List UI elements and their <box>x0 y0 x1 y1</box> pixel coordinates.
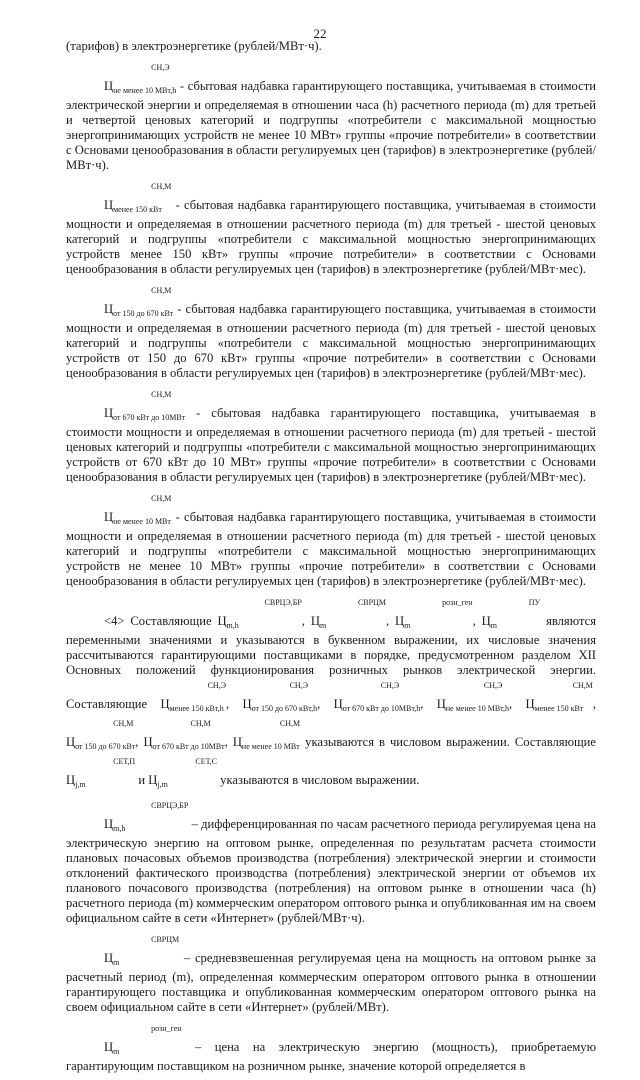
formula-symbol: $Ц^{СЕТ,П}$ $_{j,m}$ <box>66 757 136 789</box>
body-text <box>66 39 596 1080</box>
formula-symbol: $Ц^{СН,М}$ $_{от 670 кВт до 10МВт}$ <box>104 390 186 422</box>
formula-symbol: $Ц^{СН,М}$ $_{не менее 10 МВт}$ <box>104 494 172 526</box>
formula-symbol: $Ц^{СН,М}$ $_{от 150 до 670 кВт}$ <box>66 719 136 751</box>
formula-symbol: $Ц^{СЕТ,С}$ $_{j,m}$ <box>148 757 218 789</box>
formula-symbol: $Ц^{СН,Э}$ $_{от 150 до 670 кВт,h}$ <box>242 681 318 713</box>
formula-symbol: $Ц^{СН,Э}$ $_{менее 150 кВт,h}$ <box>160 681 226 713</box>
paragraph-7: $Ц^{СВРЦЭ,БР}$ $_{m,h}$ – дифференцированная по часам расчетного периода регулируемая цена на электрическую энергию на оптовом рынке, определенная по результатам расчета стоимости плановых почасовых объемов производства (потребления) электрической энергии и стоимости отклонений фактического производства (потребления) электрической энергии от объемов их планового почасового производства (потребления) на оптовом рынке в отношении часа (h) расчетного периода (m) коммерческим оператором оптового рынка и опубликованная им на своем официальном сайте в сети «Интернет» (рублей/МВт·ч). <box>66 801 596 925</box>
paragraph-9: $Ц^{розн\_ген}$ $_m$ – цена на электрическую энергию (мощность), приобретаемую гарантирующим поставщиком на розничном рынке, значение которой определяется в <box>66 1024 596 1073</box>
paragraph-6: <4> Составляющие $Ц^{СВРЦЭ,БР}$ $_{m,h}$ , $Ц^{СВРЦМ}$ $_m$ , $Ц^{розн\_ген}$ $_m$ , $Ц^{ПУ}$ $_m$ являются переменными значениями и указываются в буквенном выражении, их числовые значения рассчитываются гарантирующими поставщиками в порядке, предусмотренном разделом XII Основных положений функционирования розничных рынков электрической энергии. Составляющие $Ц^{СН,Э}$ $_{менее 150 кВт,h}$ , $Ц^{СН,Э}$ $_{от 150 до 670 кВт,h}$, $Ц^{СН,Э}$ $_{от 670 кВт до 10МВт,h}$, $Ц^{СН,Э}$ $_{не менее 10 МВт,h}$, $Ц^{СН,М}$ $_{менее 150 кВт}$ , $Ц^{СН,М}$ $_{от 150 до 670 кВт}$, $Ц^{СН,М}$ $_{от 670 кВт до 10МВт}$, $Ц^{СН,М}$ $_{не менее 10 МВт}$ указываются в числовом выражении. Составляющие $Ц^{СЕТ,П}$ $_{j,m}$ и $Ц^{СЕТ,С}$ $_{j,m}$ указываются в числовом выражении. <box>66 598 597 789</box>
formula-symbol: $Ц^{ПУ}$ $_m$ <box>481 598 541 630</box>
formula-symbol: $Ц^{СН,М}$ $_{от 670 кВт до 10МВт}$ <box>143 719 225 751</box>
formula-symbol: $Ц^{СН,Э}$ $_{от 670 кВт до 10МВт,h}$ <box>333 681 421 713</box>
paragraph-4: $Ц^{СН,М}$ $_{от 670 кВт до 10МВт}$ - сбытовая надбавка гарантирующего поставщика, учитываемая в стоимости мощности и определяемая в отношении расчетного периода (m) для третьей - шестой ценовых категорий и подгруппы «потребители с максимальной мощностью энергопринимающих устройств от 670 кВт до 10 МВт» группы «прочие потребители» в соответствии с Основами ценообразования в области регулируемых цен (тарифов) в электроэнергетике (рублей/МВт·мес). <box>66 390 596 484</box>
paragraph-3: $Ц^{СН,М}$ $_{от 150 до 670 кВт}$ - сбытовая надбавка гарантирующего поставщика, учитываемая в стоимости мощности и определяемая в отношении расчетного периода (m) для третьей - шестой ценовых категорий и подгруппы «потребители с максимальной мощностью энергопринимающих устройств от 150 до 670 кВт» группы «прочие потребители» в соответствии с Основами ценообразования в области регулируемых цен (тарифов) в электроэнергетике (рублей/МВт·мес). <box>66 286 596 380</box>
formula-symbol: $Ц^{СН,М}$ $_{от 150 до 670 кВт}$ <box>104 286 174 318</box>
formula-symbol: $Ц^{СН,М}$ $_{не менее 10 МВт}$ <box>232 719 301 751</box>
paragraph-1: $Ц^{СН,Э}$ $_{не менее 10 МВт,h}$ - сбытовая надбавка гарантирующего поставщика, учитываемая в стоимости электрической энергии и определяемая в отношении часа (h) расчетного периода (m) для третьей и четвертой ценовых категорий и подгруппы «потребители с максимальной мощностью энергопринимающих устройств не менее 10 МВт» группы «прочие потребители» в соответствии с Основами ценообразования в области регулируемых цен (тарифов) в электроэнергетике (рублей/МВт·ч). <box>66 63 596 172</box>
formula-symbol: $Ц^{СВРЦЭ,БР}$ $_{m,h}$ <box>217 598 302 630</box>
paragraph-2: $Ц^{СН,М}$ $_{менее 150 кВт}$ - сбытовая надбавка гарантирующего поставщика, учитываемая в стоимости мощности и определяемая в отношении расчетного периода (m) для третьей - шестой ценовых категорий и подгруппы «потребители с максимальной мощностью энергопринимающих устройств менее 150 кВт» группы «прочие потребители» в соответствии с Основами ценообразования в области регулируемых цен (тарифов) в электроэнергетике (рублей/МВт·мес). <box>66 182 596 276</box>
formula-symbol: $Ц^{розн\_ген}$ $_m$ <box>104 1024 182 1056</box>
formula-symbol: $Ц^{СВРЦМ}$ $_m$ <box>310 598 386 630</box>
page-number: 22 <box>313 26 327 41</box>
formula-symbol-list: $Ц^{СН,Э}$ $_{менее 150 кВт,h}$ , $Ц^{СН,Э}$ $_{от 150 до 670 кВт,h}$, $Ц^{СН,Э}$ $_{от 670 кВт до 10МВт,h}$, $Ц^{СН,Э}$ $_{не менее 10 МВт,h}$, $Ц^{СН,М}$ $_{менее 150 кВт}$ , $Ц^{СН,М}$ $_{от 150 до 670 кВт}$, $Ц^{СН,М}$ $_{от 670 кВт до 10МВт}$, $Ц^{СН,М}$ $_{не менее 10 МВт}$ <box>66 681 597 751</box>
paragraph-0: (тарифов) в электроэнергетике (рублей/МВт·ч). <box>66 39 322 53</box>
formula-symbol: $Ц^{СН,М}$ $_{менее 150 кВт}$ <box>525 681 593 713</box>
formula-symbol: $Ц^{СН,Э}$ $_{не менее 10 МВт,h}$ <box>436 681 510 713</box>
formula-symbol: $Ц^{СН,М}$ $_{менее 150 кВт}$ <box>104 182 172 214</box>
formula-symbol: $Ц^{СВРЦМ}$ $_m$ <box>104 935 180 967</box>
formula-symbol: $Ц^{розн\_ген}$ $_m$ <box>395 598 473 630</box>
formula-symbol: $Ц^{СВРЦЭ,БР}$ $_{m,h}$ <box>104 801 189 833</box>
paragraph-5: $Ц^{СН,М}$ $_{не менее 10 МВт}$ - сбытовая надбавка гарантирующего поставщика, учитываемая в стоимости мощности и определяемая в отношении расчетного периода (m) для третьей - шестой ценовых категорий и подгруппы «потребители с максимальной мощностью энергопринимающих устройств не менее 10 МВт» группы «прочие потребители» в соответствии с Основами ценообразования в области регулируемых цен (тарифов) в электроэнергетике (рублей/МВт·мес). <box>66 494 596 588</box>
formula-symbol: $Ц^{СН,Э}$ $_{не менее 10 МВт,h}$ <box>104 63 177 95</box>
paragraph-8: $Ц^{СВРЦМ}$ $_m$ – средневзвешенная регулируемая цена на мощность на оптовом рынке за расчетный период (m), определенная коммерческим оператором оптового рынка в отношении гарантирующего поставщика и опубликованная коммерческим оператором оптового рынка на своем официальном сайте в сети «Интернет» (рублей/МВт). <box>66 935 596 1014</box>
